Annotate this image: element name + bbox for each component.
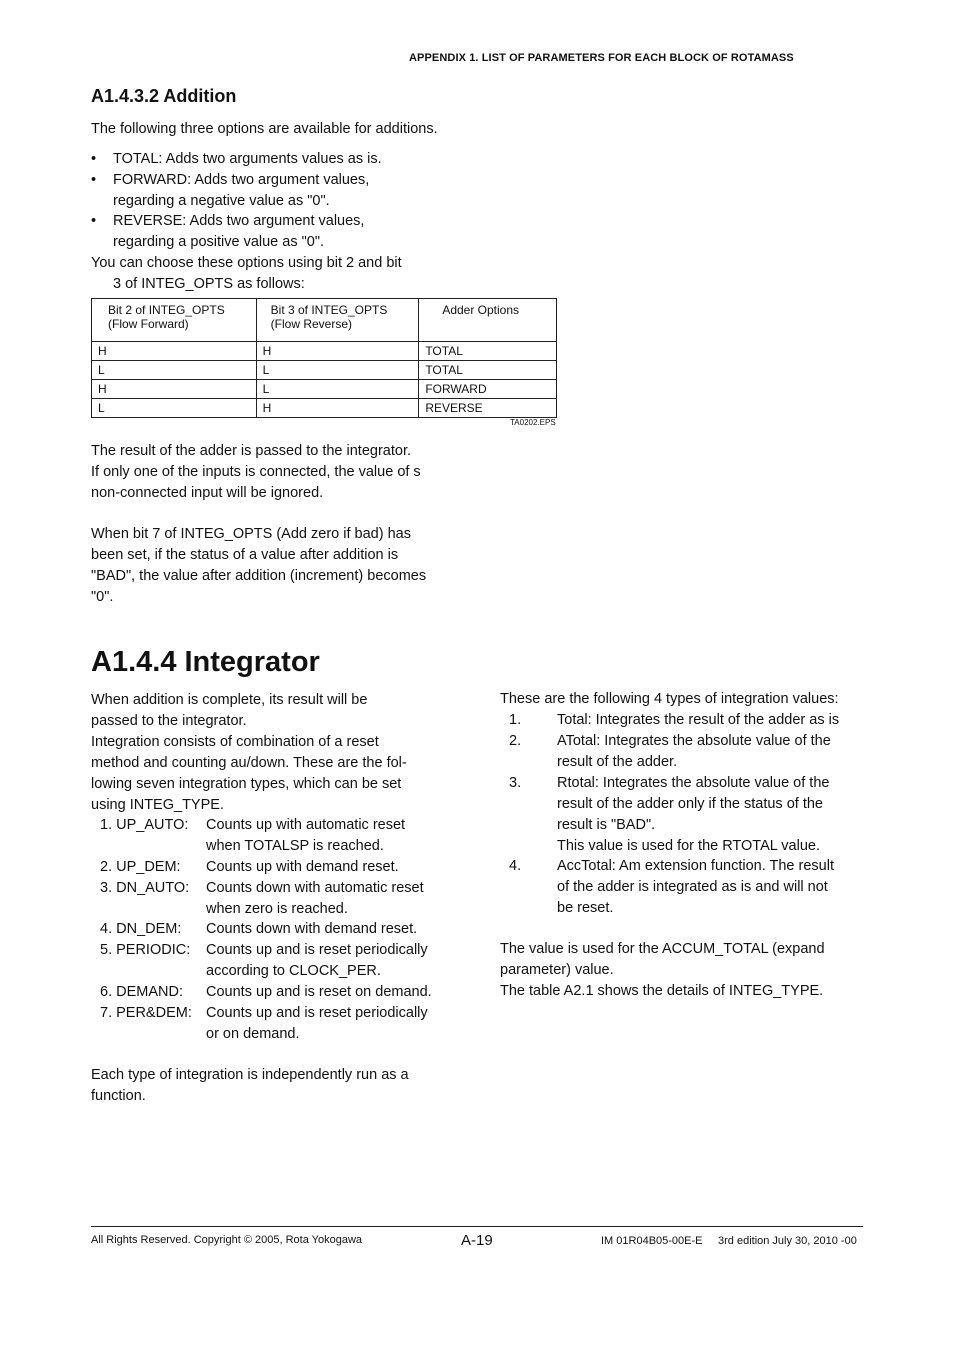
table-cell: TOTAL [419,342,557,361]
bullet-dot-icon: • [91,172,97,188]
table-cell: FORWARD [419,380,557,399]
table-row [92,399,557,418]
integration-values-intro: These are the following 4 types of integration values: [500,691,839,707]
table-cell: H [256,399,419,418]
section-title-integrator: A1.4.4 Integrator [91,646,320,678]
table-header-cell: Adder Options [419,299,557,342]
table-cell: TOTAL [419,361,557,380]
footer-document-number: IM 01R04B05-00E-E [601,1235,703,1247]
table-cell: L [256,380,419,399]
table-row [92,361,557,380]
footer-edition: 3rd edition July 30, 2010 -00 [718,1235,857,1247]
each-type-paragraph: Each type of integration is independently run as a function. [91,1067,409,1104]
footer-divider [91,1226,863,1227]
footer-copyright: All Rights Reserved. Copyright © 2005, Rota Yokogawa [91,1234,363,1246]
table-cell: L [92,399,257,418]
integrator-intro: When addition is complete, its result will be passed to the integrator. Integration consists of combination of a reset method and counting au/down. These are the fol- lowing seven integration types, which can be set using INTEG_TYPE. [91,692,407,813]
choose-options-line-2: 3 of INTEG_OPTS as follows: [113,276,305,292]
table-cell: L [92,361,257,380]
table-row [92,342,557,361]
table-header-cell: Bit 2 of INTEG_OPTS (Flow Forward) [92,299,257,342]
adder-result-paragraph: The result of the adder is passed to the integrator. If only one of the inputs is connected, the value of s non-connected input will be ignored. [91,443,421,501]
table-figure-tag: TA0202.EPS [510,418,556,427]
table-cell: H [256,342,419,361]
adder-options-table [91,298,557,418]
table-header-cell: Bit 3 of INTEG_OPTS (Flow Reverse) [256,299,419,342]
page-number: A-19 [461,1232,493,1249]
bullet-dot-icon: • [91,213,97,229]
table-cell: H [92,342,257,361]
table-cell: H [92,380,257,399]
table-row [92,380,557,399]
table-header-row [92,299,557,342]
table-cell: REVERSE [419,399,557,418]
choose-options-line-1: You can choose these options using bit 2 and bit [91,255,402,271]
addition-intro: The following three options are available for additions. [91,121,438,137]
accum-total-paragraph: The value is used for the ACCUM_TOTAL (expand parameter) value. The table A2.1 shows the details of INTEG_TYPE. [500,941,825,999]
table-cell: L [256,361,419,380]
bullet-dot-icon: • [91,151,97,167]
running-header: APPENDIX 1. LIST OF PARAMETERS FOR EACH BLOCK OF ROTAMASS [409,52,794,64]
section-title-addition: A1.4.3.2 Addition [91,86,237,106]
bit7-paragraph: When bit 7 of INTEG_OPTS (Add zero if bad) has been set, if the status of a value after addition is "BAD", the value after addition (increment) becomes "0". [91,526,427,605]
